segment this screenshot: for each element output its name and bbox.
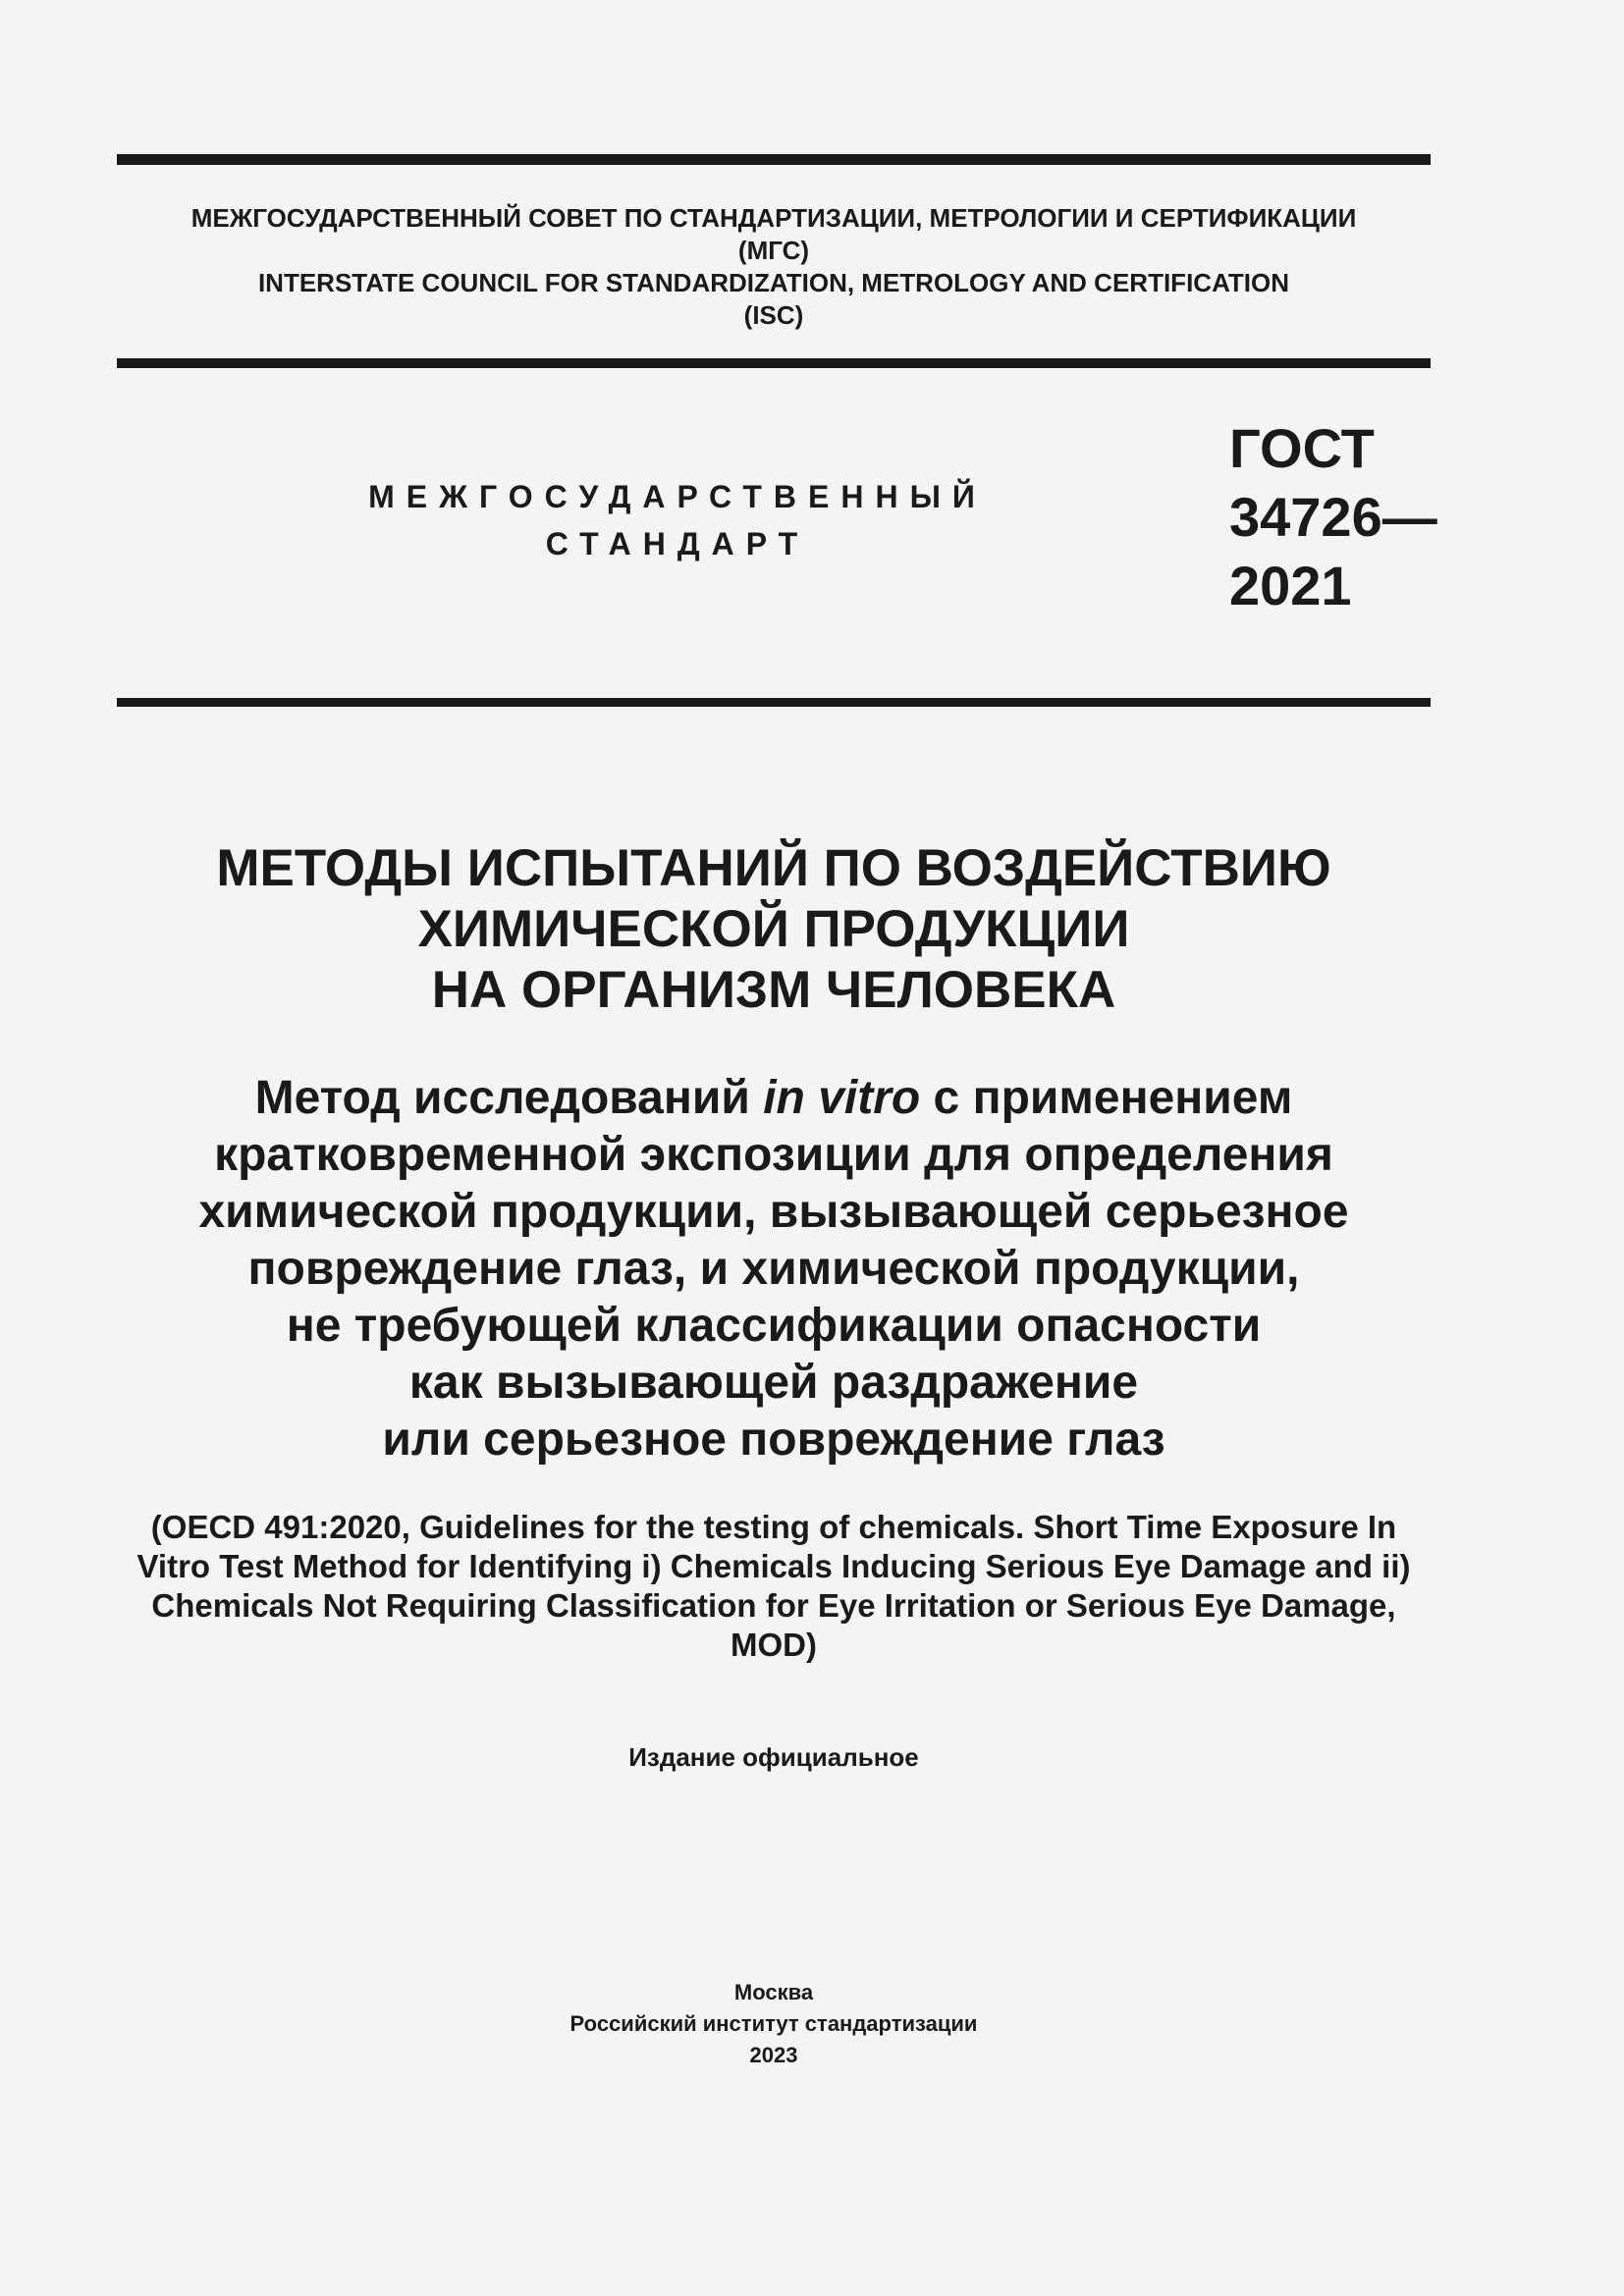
council-name-en: INTERSTATE COUNCIL FOR STANDARDIZATION, METROLOGY AND CERTIFICATION	[257, 268, 1290, 297]
subtitle-text: с применением	[920, 1072, 1293, 1124]
council-abbr-ru: (МГС)	[737, 236, 810, 265]
reference-line: (OECD 491:2020, Guidelines for the testing of chemicals. Short Time Exposure In	[150, 1509, 1397, 1545]
designation-prefix: ГОСТ	[1229, 417, 1375, 479]
council-name-ru: МЕЖГОСУДАРСТВЕННЫЙ СОВЕТ ПО СТАНДАРТИЗАЦИИ, МЕТРОЛОГИИ И СЕРТИФИКАЦИИ	[190, 203, 1357, 233]
title-line: МЕТОДЫ ИСПЫТАНИЙ ПО ВОЗДЕЙСТВИЮ	[216, 839, 1331, 897]
imprint-year: 2023	[749, 2043, 798, 2067]
subtitle-italic-term: in vitro	[763, 1072, 921, 1124]
top-divider	[117, 154, 1431, 165]
subtitle-line: повреждение глаз, и химической продукции,	[247, 1243, 1300, 1295]
reference-line: Chemicals Not Requiring Classification for Eye Irritation or Serious Eye Damage,	[151, 1587, 1396, 1624]
subtitle-line: или серьезное повреждение глаз	[382, 1414, 1165, 1466]
imprint-city: Москва	[733, 1980, 814, 2004]
subtitle-line	[117, 1070, 1431, 1127]
standard-type-line2: СТАНДАРТ	[545, 526, 810, 561]
title-line: ХИМИЧЕСКОЙ ПРОДУКЦИИ	[417, 900, 1130, 958]
subtitle-text: Метод исследований	[254, 1072, 764, 1124]
document-subtitle	[117, 1070, 1431, 1468]
subtitle-line: химической продукции, вызывающей серьезное	[198, 1186, 1349, 1238]
bottom-divider	[117, 698, 1431, 707]
designation-number: 34726—	[1229, 486, 1437, 548]
standard-designation	[1229, 414, 1455, 620]
imprint-publisher: Российский институт стандартизации	[569, 2011, 978, 2036]
subtitle-line: не требующей классификации опасности	[286, 1300, 1262, 1352]
reference-line: Vitro Test Method for Identifying i) Chemicals Inducing Serious Eye Damage and ii)	[136, 1548, 1411, 1584]
document-title	[117, 838, 1431, 1021]
council-abbr-en: (ISC)	[743, 300, 804, 330]
publisher-imprint	[117, 1977, 1431, 2071]
edition-label: Издание официальное	[628, 1742, 919, 1772]
council-header	[117, 202, 1431, 332]
standard-type-label	[275, 473, 1080, 567]
title-line: НА ОРГАНИЗМ ЧЕЛОВЕКА	[431, 961, 1116, 1019]
middle-divider	[117, 358, 1431, 368]
subtitle-line: кратковременной экспозиции для определения	[214, 1129, 1333, 1181]
reference-standard	[117, 1508, 1431, 1665]
subtitle-line: как вызывающей раздражение	[408, 1357, 1139, 1409]
reference-line: MOD)	[731, 1627, 817, 1663]
designation-year: 2021	[1229, 555, 1352, 616]
standard-type-line1: МЕЖГОСУДАРСТВЕННЫЙ	[368, 479, 987, 514]
